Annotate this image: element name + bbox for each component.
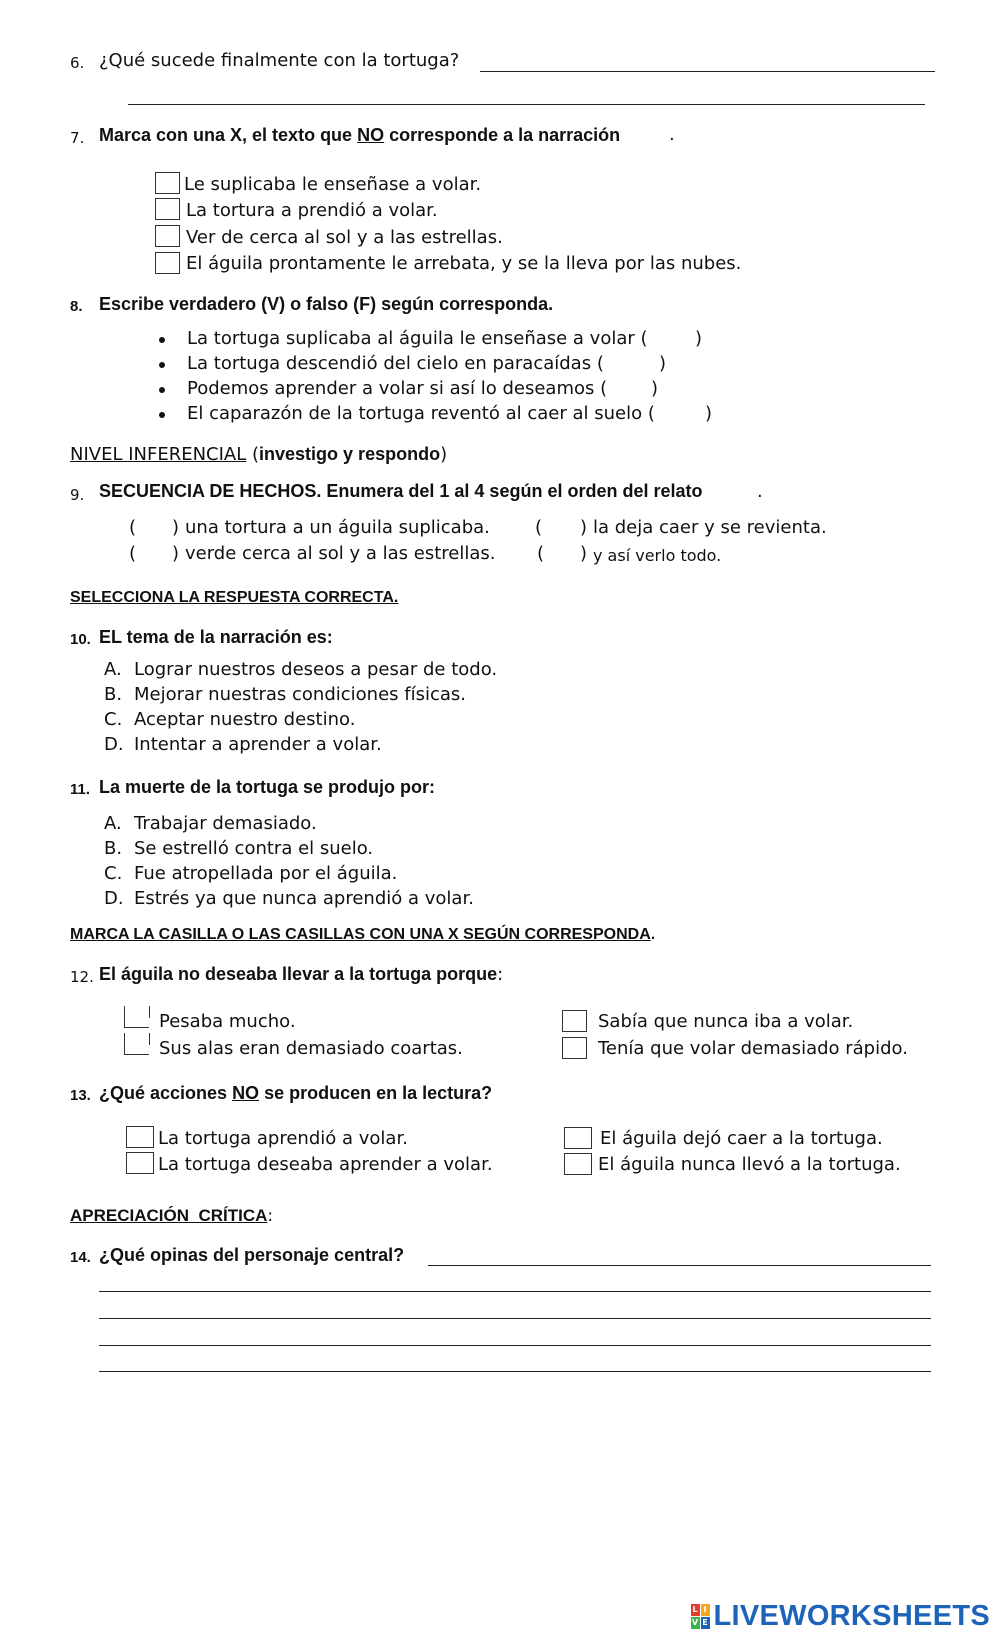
tf-item: El caparazón de la tortuga reventó al caer al suelo ( <box>187 403 655 424</box>
question-number: 14. <box>70 1249 91 1266</box>
question-number: 13. <box>70 1087 91 1104</box>
order-close: ) <box>580 543 588 564</box>
section-nivel-inferencial <box>70 444 447 465</box>
option-checkbox[interactable] <box>564 1153 592 1175</box>
bullet-icon <box>159 337 165 343</box>
question-11-text: La muerte de la tortuga se produjo por: <box>99 777 436 797</box>
section-title: NIVEL INFERENCIAL <box>70 444 247 465</box>
sequence-item: verde cerca al sol y a las estrellas. <box>185 543 496 564</box>
tf-close: ) <box>705 403 713 424</box>
question-13-no: NO <box>232 1083 260 1103</box>
tf-item: La tortuga suplicaba al águila le enseñase a volar ( <box>187 328 648 349</box>
question-12-main: El águila no deseaba llevar a la tortuga porque <box>99 964 498 984</box>
logo-mark-letter: I <box>701 1604 710 1616</box>
option-checkbox[interactable] <box>155 252 180 274</box>
option-text[interactable]: Estrés ya que nunca aprendió a volar. <box>134 888 474 909</box>
section-dot: . <box>650 926 656 943</box>
section-marca <box>70 926 655 944</box>
option-text[interactable]: Lograr nuestros deseos a pesar de todo. <box>134 659 498 680</box>
section-subtitle: investigo y respondo <box>259 444 441 464</box>
question-7-dot: . <box>669 124 675 145</box>
question-7-post: corresponde a la narración <box>384 125 621 145</box>
question-9-dot: . <box>757 481 763 502</box>
option-letter: A. <box>104 659 122 680</box>
answer-line[interactable] <box>99 1371 931 1372</box>
option-text: Ver de cerca al sol y a las estrellas. <box>186 227 503 248</box>
answer-line[interactable] <box>480 71 935 72</box>
option-letter: B. <box>104 838 123 859</box>
paren-close: ) <box>440 444 448 465</box>
option-text[interactable]: Mejorar nuestras condiciones físicas. <box>134 684 467 705</box>
option-text: El águila nunca llevó a la tortuga. <box>598 1154 901 1175</box>
order-close: ) <box>172 517 180 538</box>
option-checkbox[interactable] <box>155 225 180 247</box>
sequence-item: la deja caer y se revienta. <box>593 517 827 538</box>
question-7-pre: Marca con una X, el texto que <box>99 125 358 145</box>
section-colon: : <box>267 1206 274 1226</box>
question-14-text: ¿Qué opinas del personaje central? <box>99 1245 405 1265</box>
question-13-pre: ¿Qué acciones <box>99 1083 233 1103</box>
option-letter: A. <box>104 813 122 834</box>
option-letter: C. <box>104 709 123 730</box>
bullet-icon <box>159 412 165 418</box>
answer-line[interactable] <box>99 1318 931 1319</box>
section-title: APRECIACIÓN CRÍTICA <box>70 1206 268 1225</box>
question-7-no: NO <box>357 125 385 145</box>
answer-line[interactable] <box>99 1291 931 1292</box>
option-text: Tenía que volar demasiado rápido. <box>598 1038 908 1059</box>
liveworksheets-logo <box>691 1600 991 1633</box>
order-close: ) <box>580 517 588 538</box>
option-letter: B. <box>104 684 123 705</box>
answer-line[interactable] <box>428 1265 931 1266</box>
option-text: El águila dejó caer a la tortuga. <box>600 1128 883 1149</box>
question-number: 6. <box>70 54 85 72</box>
logo-mark-letter: E <box>702 1617 708 1627</box>
bullet-icon <box>159 387 165 393</box>
option-letter: C. <box>104 863 123 884</box>
option-checkbox[interactable] <box>562 1010 587 1032</box>
question-number: 12. <box>70 968 94 986</box>
question-number: 10. <box>70 631 91 648</box>
order-open[interactable]: ( <box>129 517 137 538</box>
option-text: Sabía que nunca iba a volar. <box>598 1011 854 1032</box>
logo-mark-icon <box>691 1604 711 1630</box>
question-6-text: ¿Qué sucede finalmente con la tortuga? <box>99 50 460 71</box>
tf-close: ) <box>695 328 703 349</box>
answer-line[interactable] <box>99 1345 931 1346</box>
order-open[interactable]: ( <box>129 543 137 564</box>
order-close: ) <box>172 543 180 564</box>
option-checkbox[interactable] <box>124 1006 149 1028</box>
option-text: El águila prontamente le arrebata, y se la lleva por las nubes. <box>186 253 742 274</box>
question-12-colon: : <box>497 964 504 985</box>
section-selecciona: SELECCIONA LA RESPUESTA CORRECTA. <box>70 589 399 606</box>
question-13-post: se producen en la lectura? <box>259 1083 493 1103</box>
logo-text: LIVEWORKSHEETS <box>713 1600 990 1632</box>
option-checkbox[interactable] <box>124 1033 149 1055</box>
question-9-text: SECUENCIA DE HECHOS. Enumera del 1 al 4 según el orden del relato <box>99 481 703 501</box>
tf-item: Podemos aprender a volar si así lo deseamos ( <box>187 378 608 399</box>
option-text[interactable]: Intentar a aprender a volar. <box>134 734 382 755</box>
option-letter: D. <box>104 888 124 909</box>
option-text: La tortuga deseaba aprender a volar. <box>158 1154 493 1175</box>
question-10-text: EL tema de la narración es: <box>99 627 333 647</box>
question-8-text: Escribe verdadero (V) o falso (F) según corresponda. <box>99 294 554 314</box>
option-text: Le suplicaba le enseñase a volar. <box>184 174 482 195</box>
option-text[interactable]: Se estrelló contra el suelo. <box>134 838 374 859</box>
question-7-text <box>99 125 620 146</box>
option-text[interactable]: Fue atropellada por el águila. <box>134 863 398 884</box>
tf-close: ) <box>651 378 659 399</box>
sequence-item: una tortura a un águila suplicaba. <box>185 517 490 538</box>
option-checkbox[interactable] <box>126 1152 154 1174</box>
option-text[interactable]: Trabajar demasiado. <box>134 813 317 834</box>
option-text: La tortuga aprendió a volar. <box>158 1128 408 1149</box>
section-apreciacion <box>70 1206 273 1226</box>
question-number: 11. <box>70 781 91 798</box>
section-title: MARCA LA CASILLA O LAS CASILLAS CON UNA X SEGÚN CORRESPONDA <box>70 926 651 943</box>
tf-close: ) <box>659 353 667 374</box>
question-number: 7. <box>70 129 85 147</box>
order-open[interactable]: ( <box>537 543 545 564</box>
logo-mark-letter: L <box>692 1604 698 1614</box>
option-checkbox[interactable] <box>155 172 180 194</box>
tf-item: La tortuga descendió del cielo en paracaídas ( <box>187 353 604 374</box>
answer-line[interactable] <box>128 104 925 105</box>
option-text: Pesaba mucho. <box>159 1011 296 1032</box>
question-13-text <box>99 1083 492 1104</box>
option-text: Sus alas eran demasiado coartas. <box>159 1038 463 1059</box>
logo-mark-letter: V <box>691 1617 699 1627</box>
option-checkbox[interactable] <box>562 1037 587 1059</box>
question-number: 9. <box>70 486 85 504</box>
option-letter: D. <box>104 734 124 755</box>
option-checkbox[interactable] <box>155 198 180 220</box>
question-12-text <box>99 964 503 985</box>
option-checkbox[interactable] <box>564 1127 592 1149</box>
order-open[interactable]: ( <box>535 517 543 538</box>
sequence-item: y así verlo todo. <box>593 546 722 565</box>
option-text[interactable]: Aceptar nuestro destino. <box>134 709 356 730</box>
option-text: La tortura a prendió a volar. <box>186 200 438 221</box>
question-number: 8. <box>70 298 83 315</box>
bullet-icon <box>159 362 165 368</box>
paren-open: ( <box>246 444 260 465</box>
option-checkbox[interactable] <box>126 1126 154 1148</box>
